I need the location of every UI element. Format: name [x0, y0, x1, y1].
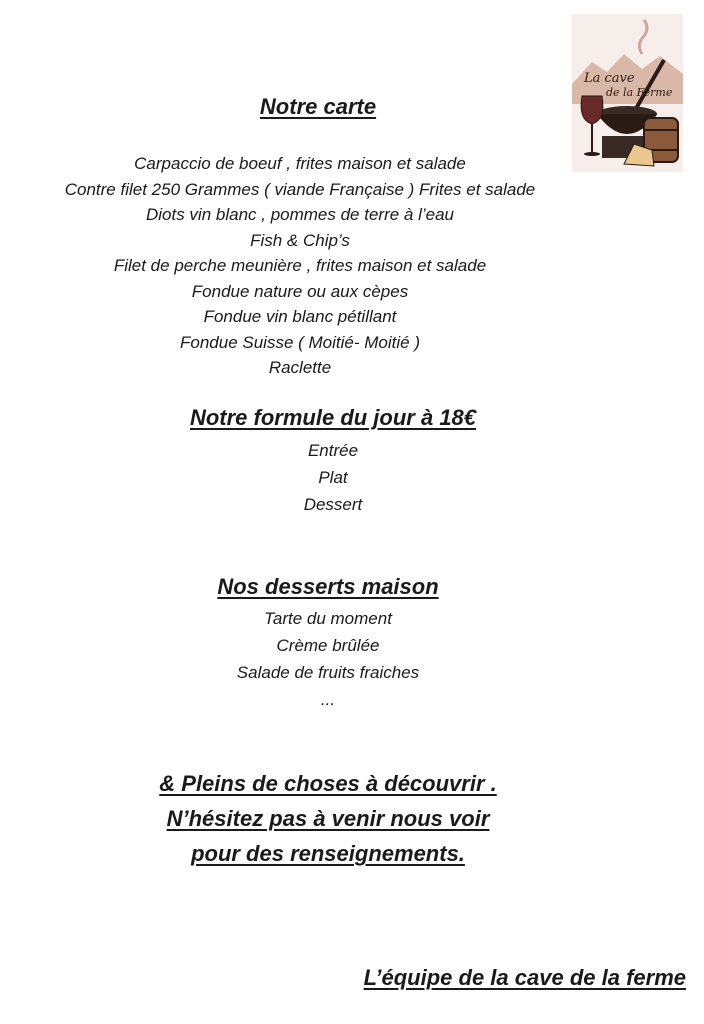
formule-items — [133, 437, 533, 518]
formule-item: Entrée — [307, 441, 359, 460]
closing-message — [128, 766, 528, 871]
svg-text:La cave: La cave — [584, 71, 635, 86]
menu-item: Fish & Chip’s — [250, 230, 350, 250]
dessert-item: Tarte du moment — [264, 609, 392, 628]
signature: L’équipe de la cave de la ferme — [363, 965, 686, 990]
formule-item: Plat — [318, 468, 348, 487]
dessert-item: Salade de fruits fraiches — [236, 663, 420, 682]
menu-item: Raclette — [268, 358, 332, 377]
desserts-title: Nos desserts maison — [217, 574, 439, 599]
carte-title: Notre carte — [259, 94, 377, 119]
closing-line: pour des renseignements. — [191, 841, 465, 866]
menu-item: Fondue nature ou aux cèpes — [191, 281, 409, 301]
menu-item: Carpaccio de boeuf , frites maison et salade — [134, 154, 466, 173]
closing-line: N’hésitez pas à venir nous voir — [166, 806, 490, 831]
menu-item: Diots vin blanc , pommes de terre à l’eau — [145, 205, 455, 224]
dessert-item: Crème brûlée — [276, 636, 380, 655]
restaurant-logo — [572, 14, 683, 172]
desserts-items — [128, 605, 528, 713]
menu-item: Fondue Suisse ( Moitié- Moitié ) — [180, 332, 420, 352]
menu-item: Fondue vin blanc pétillant — [203, 307, 397, 326]
menu-item: Contre filet 250 Grammes ( viande Française ) Frites et salade — [64, 179, 536, 199]
fondue-pot-illustration — [572, 14, 683, 172]
svg-text:de la Ferme: de la Ferme — [606, 86, 673, 99]
closing-line: & Pleins de choses à découvrir . — [159, 771, 497, 796]
formule-title: Notre formule du jour à 18€ — [189, 405, 477, 430]
formule-item: Dessert — [303, 495, 363, 514]
dessert-item: ... — [320, 690, 336, 709]
menu-item: Filet de perche meunière , frites maison et salade — [113, 256, 487, 275]
carte-items — [0, 151, 600, 381]
